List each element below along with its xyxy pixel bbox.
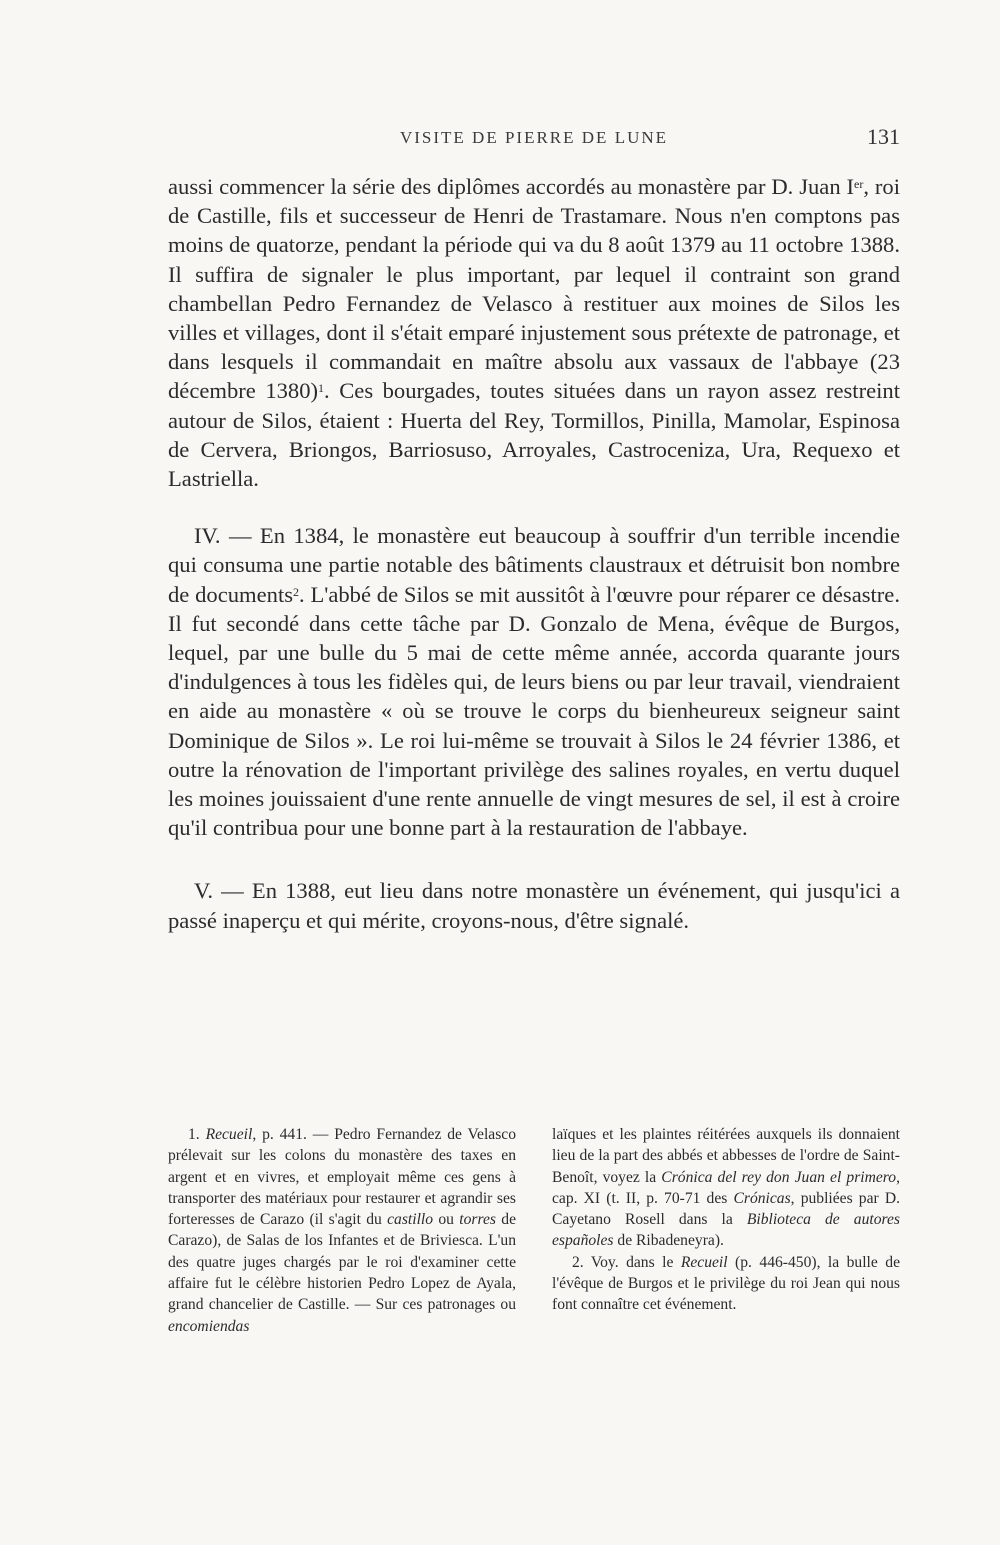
footnote-1-text-c: laïques et les plaintes réitérées auxquels ils donnaient lieu de la part des abbés et abbesses de l'ordre de Saint-Benoît, voyez la: [552, 1126, 900, 1186]
footnote-1-text-d: , cap. XI (t. II, p. 70-71 des: [552, 1168, 900, 1207]
footnote-1: [168, 1124, 516, 1337]
paragraph-section-iv: [168, 521, 900, 842]
footnotes-column-right: [552, 1124, 900, 1337]
footnote-2-text-a: Voy. dans le: [583, 1253, 681, 1271]
footnote-1-cronicas: Crónicas: [733, 1189, 791, 1207]
footnote-1-ref: Recueil: [205, 1126, 253, 1143]
footnote-1-castillo: castillo: [387, 1211, 434, 1229]
footnote-1-text-a: , p. 441. — Pedro Fernandez de Velasco prélevait sur les colons du monastère des taxes en argent et en vivres, et employait même ces gens à transporter des matériaux pour restaurer et agrandir ses forteresses de Carazo (il s'agit du: [168, 1126, 516, 1229]
paragraph-1-text-c: . Ces bourgades, toutes situées dans un rayon assez restreint autour de Silos, étaient : Huerta del Rey, Tormillos, Pinilla, Mamolar, Espinosa de Cervera, Briongos, Barriosuso, Arroyales, Castroceniza, Ura, Requexo et Lastriella.: [168, 378, 900, 492]
ordinal-superscript: er: [854, 177, 864, 191]
main-text: [168, 172, 900, 935]
paragraph-2-text-b: . L'abbé de Silos se mit aussitôt à l'œuvre pour réparer ce désastre. Il fut secondé dans cette tâche par D. Gonzalo de Mena, évêque de Burgos, lequel, par une bulle du 5 mai de cette même année, accorda quarante jours d'indulgences à tous les fidèles qui, de leurs biens ou par leur travail, viendraient en aide au monastère « où se trouve le corps du bienheureux seigneur saint Dominique de Silos ». Le roi lui-même se trouvait à Silos le 24 février 1386, et outre la rénovation de l'important privilège des salines royales, en vertu duquel les moines jouissaient d'une rente annuelle de vingt mesures de sel, il est à croire qu'il contribua pour une bonne part à la restauration de l'abbaye.: [168, 581, 900, 841]
footnote-2: [552, 1252, 900, 1316]
paragraph-1-text-a: aussi commencer la série des diplômes accordés au monastère par D. Juan I: [168, 174, 855, 199]
footnote-1-text-e: , publiées par D. Cayetano Rosell dans la: [552, 1189, 900, 1229]
footnotes: [168, 1124, 900, 1337]
running-title: VISITE DE PIERRE DE LUNE: [399, 128, 669, 147]
paragraph-1-text-b: , roi de Castille, fils et successeur de Henri de Trastamare. Nous n'en comptons pas moins de quatorze, pendant la période qui va du 8 août 1379 au 11 octobre 1388. Il suffira de signaler le plus important, par lequel il contraint son grand chambellan Pedro Fernandez de Velasco à restituer aux moines de Silos les villes et villages, dont il s'était emparé injustement sous prétexte de patronage, et dans lesquels il commandait en maître absolu aux vassaux de l'abbaye (23 décembre 1380): [168, 174, 900, 404]
footnote-1-continued: [552, 1124, 900, 1252]
footnote-2-ref: Recueil: [680, 1253, 728, 1271]
paragraph-2-text-a: IV. — En 1384, le monastère eut beaucoup à souffrir d'un terrible incendie qui consuma une partie notable des bâtiments claustraux et détruisit bon nombre de documents: [168, 523, 900, 607]
footnote-2-number: 2.: [572, 1253, 584, 1271]
paragraph-1: [168, 172, 900, 493]
footnote-1-encomiendas: encomiendas: [168, 1317, 250, 1335]
paragraph-section-v: V. — En 1388, eut lieu dans notre monastère un événement, qui jusqu'ici a passé inaperçu et qui mérite, croyons-nous, d'être signalé.: [168, 878, 900, 933]
footnote-ref-2: 2: [293, 584, 300, 599]
page-number: 131: [867, 124, 900, 149]
footnote-1-biblioteca: Biblioteca de autores españoles: [552, 1211, 901, 1250]
footnote-1-ou: ou: [433, 1211, 460, 1229]
footnote-ref-1: 1: [318, 381, 325, 396]
footnote-1-text-f: de Ribadeneyra).: [613, 1232, 724, 1250]
footnote-1-number: 1.: [188, 1126, 200, 1143]
running-head: [168, 124, 900, 156]
footnotes-column-left: [168, 1124, 516, 1337]
footnote-1-cronica: Crónica del rey don Juan el primero: [661, 1168, 897, 1186]
footnote-1-text-b: de Carazo), de Salas de los Infantes et de Briviesca. L'un des quatre juges chargés par le roi d'examiner cette affaire fut le célèbre historien Pedro Lopez de Ayala, grand chancelier de Castille. — Sur ces patronages ou: [168, 1211, 516, 1314]
footnote-1-torres: torres: [459, 1211, 496, 1229]
footnote-2-text-b: (p. 446-450), la bulle de l'évêque de Burgos et le privilège du roi Jean qui nous font connaître cet événement.: [552, 1253, 900, 1314]
